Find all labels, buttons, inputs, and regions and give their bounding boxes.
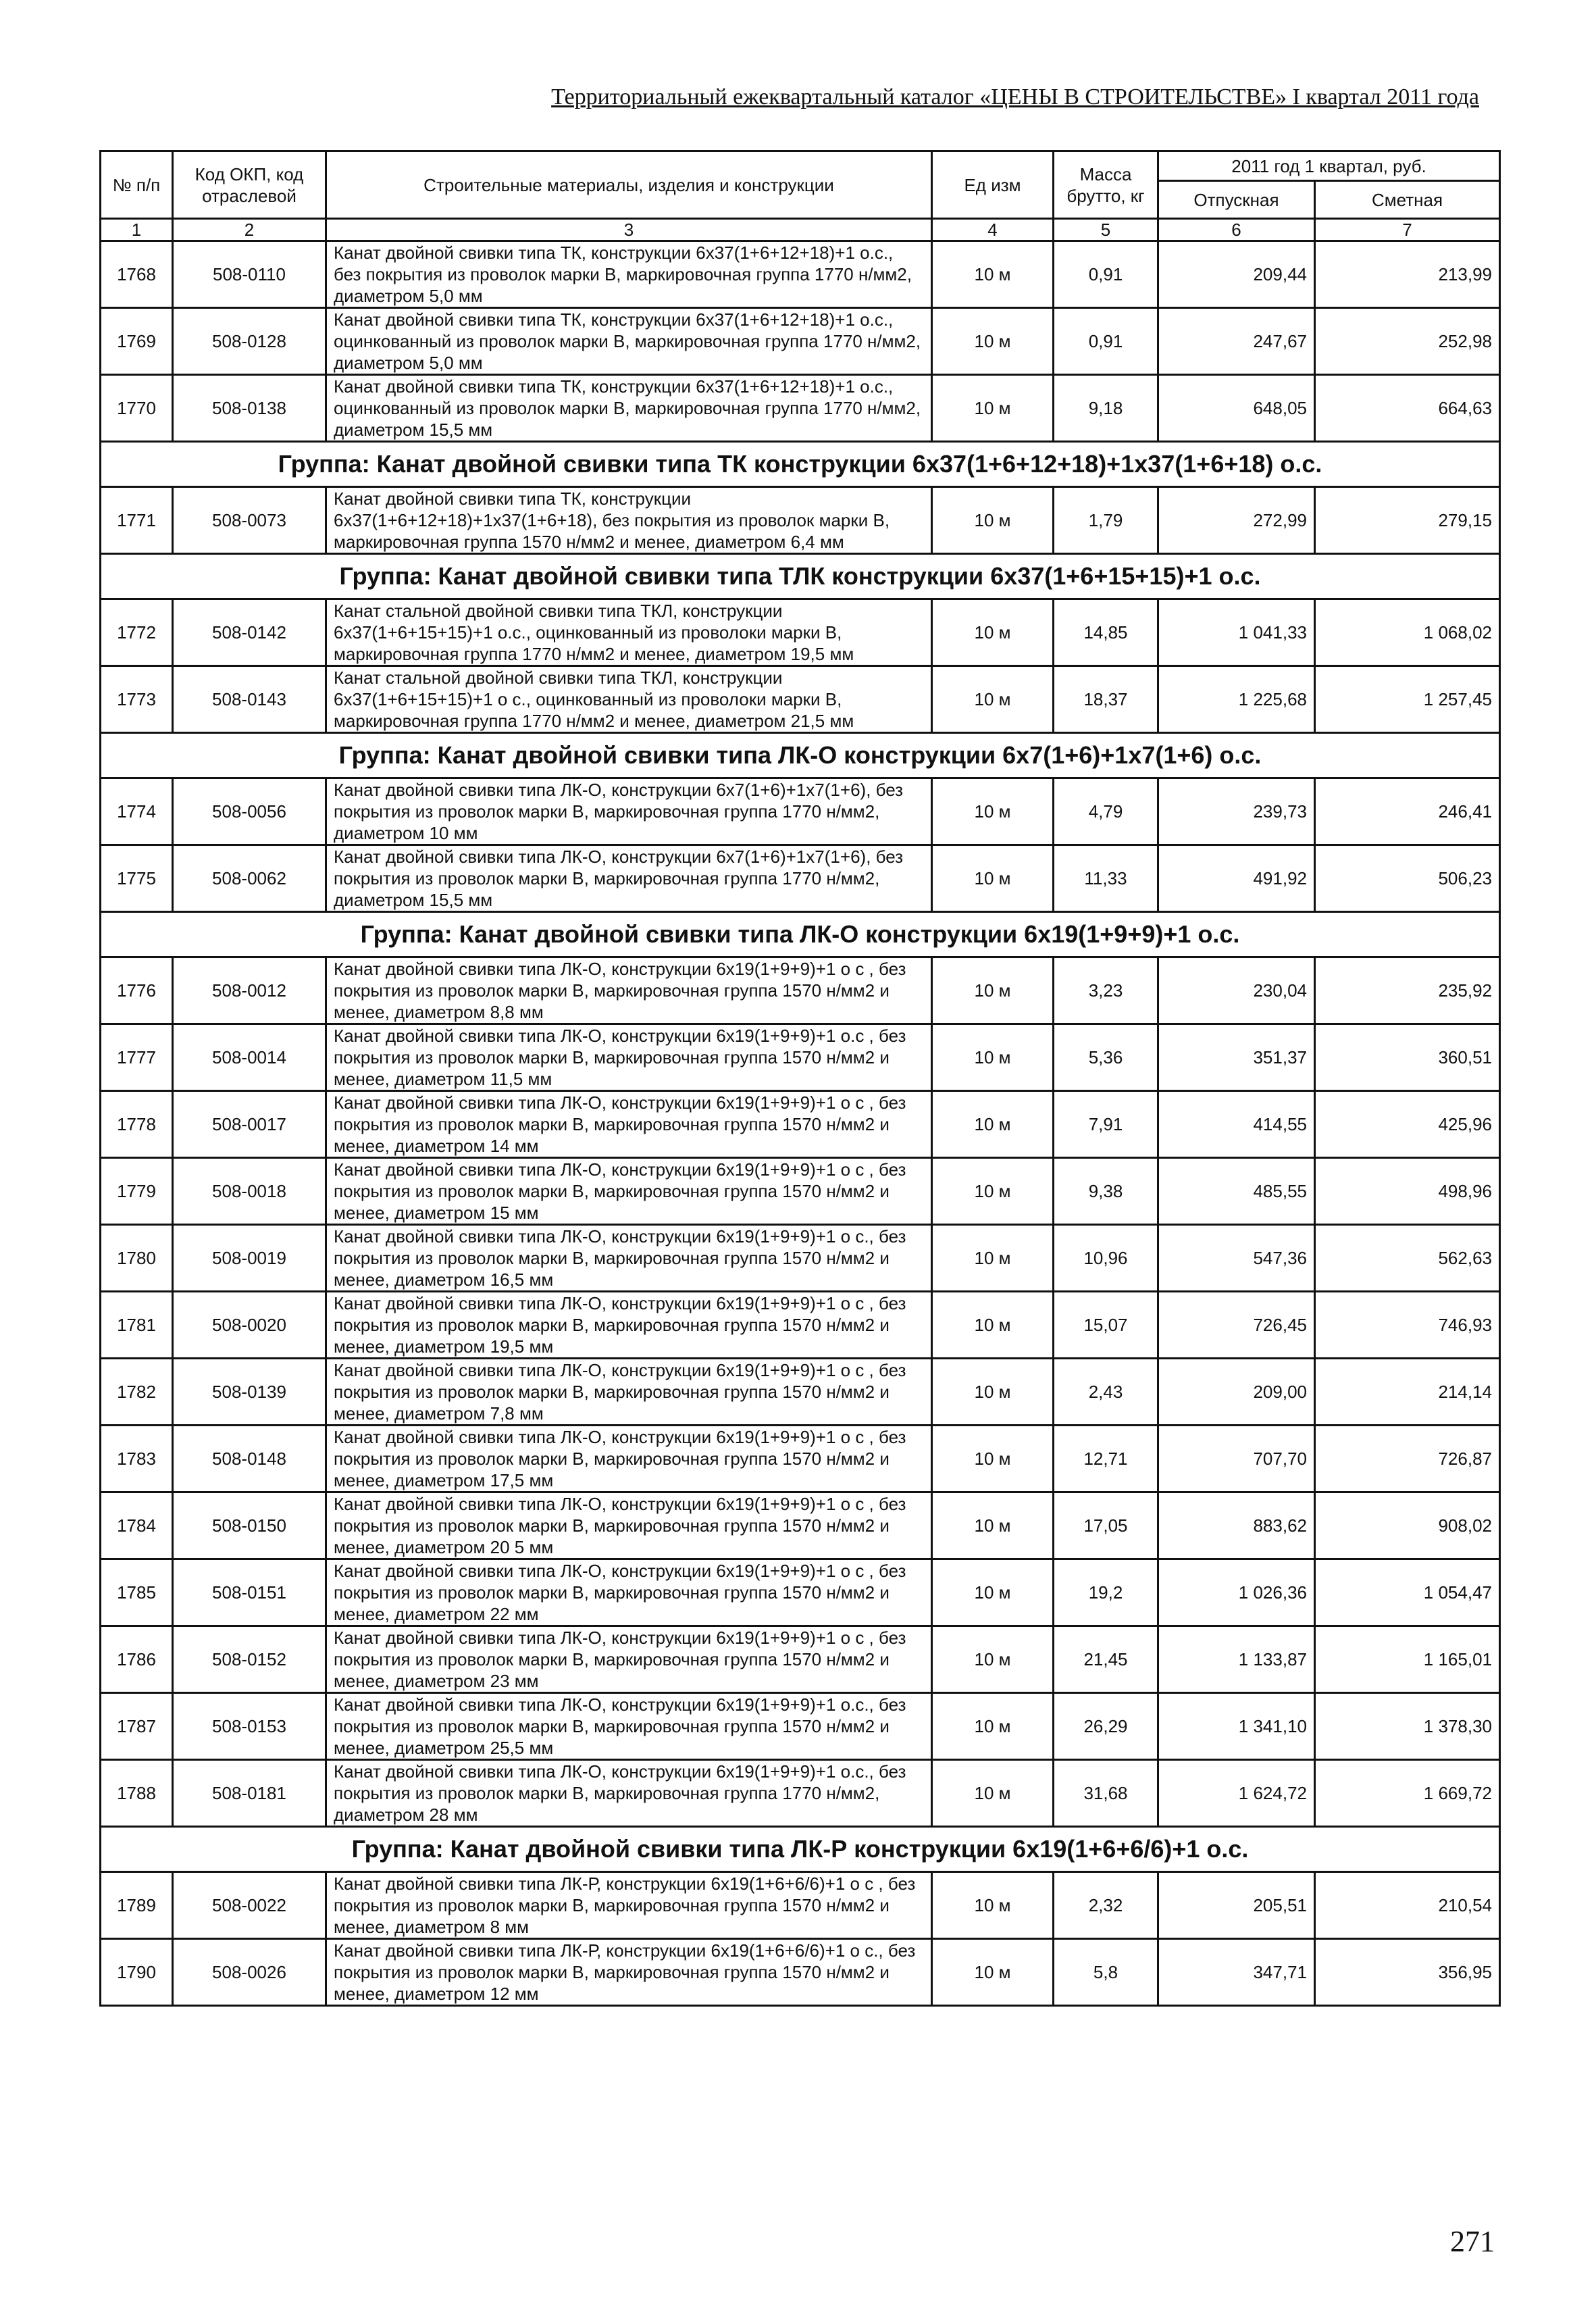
row-description: Канат двойной свивки типа ЛК-О, конструкции 6х19(1+9+9)+1 о с , без покрытия из проволок марки В, маркировочная группа 1570 н/мм2 и менее, диаметром 20 5 мм	[326, 1492, 932, 1559]
row-release-price: 205,51	[1158, 1872, 1315, 1939]
row-release-price: 547,36	[1158, 1225, 1315, 1292]
row-description: Канат двойной свивки типа ТК, конструкции 6х37(1+6+12+18)+1 о.с., оцинкованный из проволок марки В, маркировочная группа 1770 н/мм2, диаметром 15,5 мм	[326, 375, 932, 442]
table-row	[101, 308, 1500, 375]
row-release-price: 1 133,87	[1158, 1626, 1315, 1693]
row-unit: 10 м	[932, 845, 1054, 912]
group-row	[101, 554, 1500, 599]
row-mass: 4,79	[1054, 778, 1158, 845]
column-number: 5	[1054, 219, 1158, 241]
header-estimate: Сметная	[1315, 181, 1500, 219]
row-mass: 12,71	[1054, 1426, 1158, 1492]
table-row	[101, 1872, 1500, 1939]
row-unit: 10 м	[932, 1426, 1054, 1492]
row-release-price: 707,70	[1158, 1426, 1315, 1492]
table-row	[101, 957, 1500, 1024]
price-table	[99, 150, 1501, 2007]
row-mass: 14,85	[1054, 599, 1158, 666]
table-row	[101, 1158, 1500, 1225]
row-number: 1790	[101, 1939, 173, 2006]
row-number: 1784	[101, 1492, 173, 1559]
header-code: Код ОКП, код отраслевой	[173, 151, 326, 219]
row-number: 1787	[101, 1693, 173, 1760]
row-unit: 10 м	[932, 1024, 1054, 1091]
table-row	[101, 1359, 1500, 1426]
row-release-price: 1 624,72	[1158, 1760, 1315, 1827]
column-number: 7	[1315, 219, 1500, 241]
row-number: 1783	[101, 1426, 173, 1492]
row-number: 1776	[101, 957, 173, 1024]
row-unit: 10 м	[932, 1939, 1054, 2006]
row-number: 1779	[101, 1158, 173, 1225]
row-number: 1786	[101, 1626, 173, 1693]
row-mass: 17,05	[1054, 1492, 1158, 1559]
row-description: Канат двойной свивки типа ЛК-О, конструкции 6х19(1+9+9)+1 о с , без покрытия из проволок марки В, маркировочная группа 1570 н/мм2 и менее, диаметром 14 мм	[326, 1091, 932, 1158]
row-unit: 10 м	[932, 308, 1054, 375]
row-number: 1778	[101, 1091, 173, 1158]
group-title: Группа: Канат двойной свивки типа ЛК-О конструкции 6х19(1+9+9)+1 о.с.	[101, 912, 1500, 957]
row-code: 508-0019	[173, 1225, 326, 1292]
table-row	[101, 1492, 1500, 1559]
column-number: 2	[173, 219, 326, 241]
group-row	[101, 1827, 1500, 1872]
row-release-price: 1 026,36	[1158, 1559, 1315, 1626]
row-code: 508-0062	[173, 845, 326, 912]
group-row	[101, 912, 1500, 957]
row-description: Канат двойной свивки типа ЛК-Р, конструкции 6х19(1+6+6/6)+1 о с., без покрытия из проволок марки В, маркировочная группа 1570 н/мм2 и менее, диаметром 12 мм	[326, 1939, 932, 2006]
row-description: Канат двойной свивки типа ТК, конструкции 6х37(1+6+12+18)+1 о.с., оцинкованный из проволок марки В, маркировочная группа 1770 н/мм2, диаметром 5,0 мм	[326, 308, 932, 375]
row-mass: 9,38	[1054, 1158, 1158, 1225]
row-mass: 11,33	[1054, 845, 1158, 912]
row-release-price: 239,73	[1158, 778, 1315, 845]
row-description: Канат двойной свивки типа ЛК-О, конструкции 6х19(1+9+9)+1 о с , без покрытия из проволок марки В, маркировочная группа 1570 н/мм2 и менее, диаметром 22 мм	[326, 1559, 932, 1626]
row-description: Канат двойной свивки типа ЛК-О, конструкции 6х19(1+9+9)+1 о с., без покрытия из проволок марки В, маркировочная группа 1570 н/мм2 и менее, диаметром 16,5 мм	[326, 1225, 932, 1292]
row-estimate-price: 746,93	[1315, 1292, 1500, 1359]
row-description: Канат двойной свивки типа ЛК-О, конструкции 6х19(1+9+9)+1 о.с , без покрытия из проволок марки В, маркировочная группа 1570 н/мм2 и менее, диаметром 11,5 мм	[326, 1024, 932, 1091]
header-release: Отпускная	[1158, 181, 1315, 219]
row-code: 508-0017	[173, 1091, 326, 1158]
row-description: Канат двойной свивки типа ЛК-Р, конструкции 6х19(1+6+6/6)+1 о с , без покрытия из проволок марки В, маркировочная группа 1570 н/мм2 и менее, диаметром 8 мм	[326, 1872, 932, 1939]
row-mass: 3,23	[1054, 957, 1158, 1024]
row-unit: 10 м	[932, 778, 1054, 845]
row-release-price: 414,55	[1158, 1091, 1315, 1158]
row-release-price: 230,04	[1158, 957, 1315, 1024]
row-description: Канат двойной свивки типа ТК, конструкции 6х37(1+6+12+18)+1 о.с., без покрытия из проволок марки В, маркировочная группа 1770 н/мм2, диаметром 5,0 мм	[326, 241, 932, 308]
row-mass: 7,91	[1054, 1091, 1158, 1158]
row-description: Канат двойной свивки типа ЛК-О, конструкции 6х7(1+6)+1х7(1+6), без покрытия из проволок марки В, маркировочная группа 1770 н/мм2, диаметром 15,5 мм	[326, 845, 932, 912]
row-unit: 10 м	[932, 1693, 1054, 1760]
table-row	[101, 599, 1500, 666]
row-description: Канат двойной свивки типа ЛК-О, конструкции 6х19(1+9+9)+1 о с , без покрытия из проволок марки В, маркировочная группа 1570 н/мм2 и менее, диаметром 19,5 мм	[326, 1292, 932, 1359]
group-title: Группа: Канат двойной свивки типа ТК конструкции 6х37(1+6+12+18)+1х37(1+6+18) о.с.	[101, 442, 1500, 487]
row-mass: 2,32	[1054, 1872, 1158, 1939]
column-number: 1	[101, 219, 173, 241]
row-unit: 10 м	[932, 1626, 1054, 1693]
row-estimate-price: 726,87	[1315, 1426, 1500, 1492]
table-row	[101, 845, 1500, 912]
table-row	[101, 1091, 1500, 1158]
row-estimate-price: 908,02	[1315, 1492, 1500, 1559]
row-number: 1788	[101, 1760, 173, 1827]
group-title: Группа: Канат двойной свивки типа ЛК-О конструкции 6х7(1+6)+1х7(1+6) о.с.	[101, 733, 1500, 778]
row-release-price: 726,45	[1158, 1292, 1315, 1359]
column-number: 6	[1158, 219, 1315, 241]
row-estimate-price: 214,14	[1315, 1359, 1500, 1426]
column-numbers-row	[101, 219, 1500, 241]
table-row	[101, 666, 1500, 733]
header-unit: Ед изм	[932, 151, 1054, 219]
row-number: 1772	[101, 599, 173, 666]
row-estimate-price: 252,98	[1315, 308, 1500, 375]
row-unit: 10 м	[932, 1492, 1054, 1559]
row-estimate-price: 210,54	[1315, 1872, 1500, 1939]
row-unit: 10 м	[932, 957, 1054, 1024]
row-release-price: 209,00	[1158, 1359, 1315, 1426]
row-description: Канат двойной свивки типа ЛК-О, конструкции 6х19(1+9+9)+1 о с , без покрытия из проволок марки В, маркировочная группа 1570 н/мм2 и менее, диаметром 15 мм	[326, 1158, 932, 1225]
group-title: Группа: Канат двойной свивки типа ЛК-Р конструкции 6х19(1+6+6/6)+1 о.с.	[101, 1827, 1500, 1872]
row-mass: 21,45	[1054, 1626, 1158, 1693]
row-number: 1777	[101, 1024, 173, 1091]
column-number: 3	[326, 219, 932, 241]
table-row	[101, 1426, 1500, 1492]
row-release-price: 351,37	[1158, 1024, 1315, 1091]
row-code: 508-0056	[173, 778, 326, 845]
row-release-price: 648,05	[1158, 375, 1315, 442]
row-code: 508-0128	[173, 308, 326, 375]
table-row	[101, 241, 1500, 308]
column-number: 4	[932, 219, 1054, 241]
row-mass: 10,96	[1054, 1225, 1158, 1292]
row-release-price: 1 041,33	[1158, 599, 1315, 666]
row-description: Канат двойной свивки типа ЛК-О, конструкции 6х19(1+9+9)+1 о.с., без покрытия из проволок марки В, маркировочная группа 1770 н/мм2, диаметром 28 мм	[326, 1760, 932, 1827]
table-row	[101, 1292, 1500, 1359]
row-unit: 10 м	[932, 1225, 1054, 1292]
row-estimate-price: 235,92	[1315, 957, 1500, 1024]
row-code: 508-0018	[173, 1158, 326, 1225]
table-body	[101, 219, 1500, 2006]
catalog-header: Территориальный ежеквартальный каталог «ЦЕНЫ В СТРОИТЕЛЬСТВЕ» I квартал 2011 года	[551, 84, 1479, 109]
row-mass: 0,91	[1054, 308, 1158, 375]
table-row	[101, 375, 1500, 442]
table-row	[101, 1626, 1500, 1693]
row-estimate-price: 360,51	[1315, 1024, 1500, 1091]
row-unit: 10 м	[932, 1292, 1054, 1359]
row-unit: 10 м	[932, 1359, 1054, 1426]
row-unit: 10 м	[932, 666, 1054, 733]
row-estimate-price: 1 257,45	[1315, 666, 1500, 733]
row-number: 1781	[101, 1292, 173, 1359]
row-estimate-price: 1 054,47	[1315, 1559, 1500, 1626]
row-release-price: 209,44	[1158, 241, 1315, 308]
row-release-price: 1 341,10	[1158, 1693, 1315, 1760]
row-mass: 1,79	[1054, 487, 1158, 554]
table-row	[101, 1024, 1500, 1091]
row-unit: 10 м	[932, 1559, 1054, 1626]
row-mass: 19,2	[1054, 1559, 1158, 1626]
row-description: Канат двойной свивки типа ТК, конструкции 6х37(1+6+12+18)+1х37(1+6+18), без покрытия из проволок марки В, маркировочная группа 1570 н/мм2 и менее, диаметром 6,4 мм	[326, 487, 932, 554]
row-estimate-price: 1 669,72	[1315, 1760, 1500, 1827]
row-mass: 9,18	[1054, 375, 1158, 442]
row-release-price: 272,99	[1158, 487, 1315, 554]
row-estimate-price: 279,15	[1315, 487, 1500, 554]
row-estimate-price: 562,63	[1315, 1225, 1500, 1292]
group-row	[101, 442, 1500, 487]
row-estimate-price: 213,99	[1315, 241, 1500, 308]
row-release-price: 883,62	[1158, 1492, 1315, 1559]
row-unit: 10 м	[932, 1760, 1054, 1827]
row-number: 1769	[101, 308, 173, 375]
row-description: Канат стальной двойной свивки типа ТКЛ, конструкции 6х37(1+6+15+15)+1 о с., оцинкованный из проволоки марки В, маркировочная группа 1770 н/мм2 и менее, диаметром 21,5 мм	[326, 666, 932, 733]
header-mass: Масса брутто, кг	[1054, 151, 1158, 219]
row-estimate-price: 425,96	[1315, 1091, 1500, 1158]
row-code: 508-0148	[173, 1426, 326, 1492]
row-mass: 18,37	[1054, 666, 1158, 733]
row-code: 508-0151	[173, 1559, 326, 1626]
row-unit: 10 м	[932, 1091, 1054, 1158]
row-code: 508-0150	[173, 1492, 326, 1559]
group-title: Группа: Канат двойной свивки типа ТЛК конструкции 6х37(1+6+15+15)+1 о.с.	[101, 554, 1500, 599]
row-release-price: 247,67	[1158, 308, 1315, 375]
row-number: 1775	[101, 845, 173, 912]
row-number: 1789	[101, 1872, 173, 1939]
row-number: 1770	[101, 375, 173, 442]
page-number: 271	[1450, 2225, 1495, 2258]
row-mass: 5,36	[1054, 1024, 1158, 1091]
row-code: 508-0143	[173, 666, 326, 733]
row-description: Канат двойной свивки типа ЛК-О, конструкции 6х19(1+9+9)+1 о с , без покрытия из проволок марки В, маркировочная группа 1570 н/мм2 и менее, диаметром 17,5 мм	[326, 1426, 932, 1492]
row-mass: 31,68	[1054, 1760, 1158, 1827]
row-description: Канат двойной свивки типа ЛК-О, конструкции 6х19(1+9+9)+1 о.с., без покрытия из проволок марки В, маркировочная группа 1570 н/мм2 и менее, диаметром 25,5 мм	[326, 1693, 932, 1760]
row-release-price: 491,92	[1158, 845, 1315, 912]
table-row	[101, 1760, 1500, 1827]
row-code: 508-0022	[173, 1872, 326, 1939]
row-estimate-price: 1 165,01	[1315, 1626, 1500, 1693]
row-code: 508-0181	[173, 1760, 326, 1827]
row-unit: 10 м	[932, 241, 1054, 308]
table-row	[101, 1939, 1500, 2006]
row-description: Канат двойной свивки типа ЛК-О, конструкции 6х7(1+6)+1х7(1+6), без покрытия из проволок марки В, маркировочная группа 1770 н/мм2, диаметром 10 мм	[326, 778, 932, 845]
row-code: 508-0153	[173, 1693, 326, 1760]
row-description: Канат стальной двойной свивки типа ТКЛ, конструкции 6х37(1+6+15+15)+1 о.с., оцинкованный из проволоки марки В, маркировочная группа 1770 н/мм2 и менее, диаметром 19,5 мм	[326, 599, 932, 666]
row-release-price: 1 225,68	[1158, 666, 1315, 733]
row-unit: 10 м	[932, 1872, 1054, 1939]
row-number: 1780	[101, 1225, 173, 1292]
row-unit: 10 м	[932, 487, 1054, 554]
header-name: Строительные материалы, изделия и конструкции	[326, 151, 932, 219]
row-code: 508-0142	[173, 599, 326, 666]
row-code: 508-0026	[173, 1939, 326, 2006]
row-mass: 5,8	[1054, 1939, 1158, 2006]
row-description: Канат двойной свивки типа ЛК-О, конструкции 6х19(1+9+9)+1 о с , без покрытия из проволок марки В, маркировочная группа 1570 н/мм2 и менее, диаметром 8,8 мм	[326, 957, 932, 1024]
table-row	[101, 1559, 1500, 1626]
row-code: 508-0138	[173, 375, 326, 442]
row-estimate-price: 1 068,02	[1315, 599, 1500, 666]
row-code: 508-0139	[173, 1359, 326, 1426]
row-code: 508-0073	[173, 487, 326, 554]
header-num: № п/п	[101, 151, 173, 219]
table-row	[101, 1225, 1500, 1292]
row-mass: 26,29	[1054, 1693, 1158, 1760]
row-number: 1768	[101, 241, 173, 308]
row-code: 508-0012	[173, 957, 326, 1024]
table-row	[101, 487, 1500, 554]
row-number: 1782	[101, 1359, 173, 1426]
row-code: 508-0152	[173, 1626, 326, 1693]
row-mass: 15,07	[1054, 1292, 1158, 1359]
row-code: 508-0014	[173, 1024, 326, 1091]
table-row	[101, 778, 1500, 845]
row-description: Канат двойной свивки типа ЛК-О, конструкции 6х19(1+9+9)+1 о с , без покрытия из проволок марки В, маркировочная группа 1570 н/мм2 и менее, диаметром 7,8 мм	[326, 1359, 932, 1426]
table-row	[101, 1693, 1500, 1760]
row-mass: 0,91	[1054, 241, 1158, 308]
row-estimate-price: 1 378,30	[1315, 1693, 1500, 1760]
row-estimate-price: 356,95	[1315, 1939, 1500, 2006]
row-description: Канат двойной свивки типа ЛК-О, конструкции 6х19(1+9+9)+1 о с , без покрытия из проволок марки В, маркировочная группа 1570 н/мм2 и менее, диаметром 23 мм	[326, 1626, 932, 1693]
row-release-price: 347,71	[1158, 1939, 1315, 2006]
row-code: 508-0020	[173, 1292, 326, 1359]
row-number: 1771	[101, 487, 173, 554]
row-number: 1785	[101, 1559, 173, 1626]
row-estimate-price: 498,96	[1315, 1158, 1500, 1225]
header-period: 2011 год 1 квартал, руб.	[1158, 151, 1500, 181]
row-release-price: 485,55	[1158, 1158, 1315, 1225]
row-code: 508-0110	[173, 241, 326, 308]
row-estimate-price: 664,63	[1315, 375, 1500, 442]
row-unit: 10 м	[932, 375, 1054, 442]
row-mass: 2,43	[1054, 1359, 1158, 1426]
row-number: 1774	[101, 778, 173, 845]
row-number: 1773	[101, 666, 173, 733]
row-estimate-price: 246,41	[1315, 778, 1500, 845]
group-row	[101, 733, 1500, 778]
row-unit: 10 м	[932, 1158, 1054, 1225]
row-estimate-price: 506,23	[1315, 845, 1500, 912]
row-unit: 10 м	[932, 599, 1054, 666]
